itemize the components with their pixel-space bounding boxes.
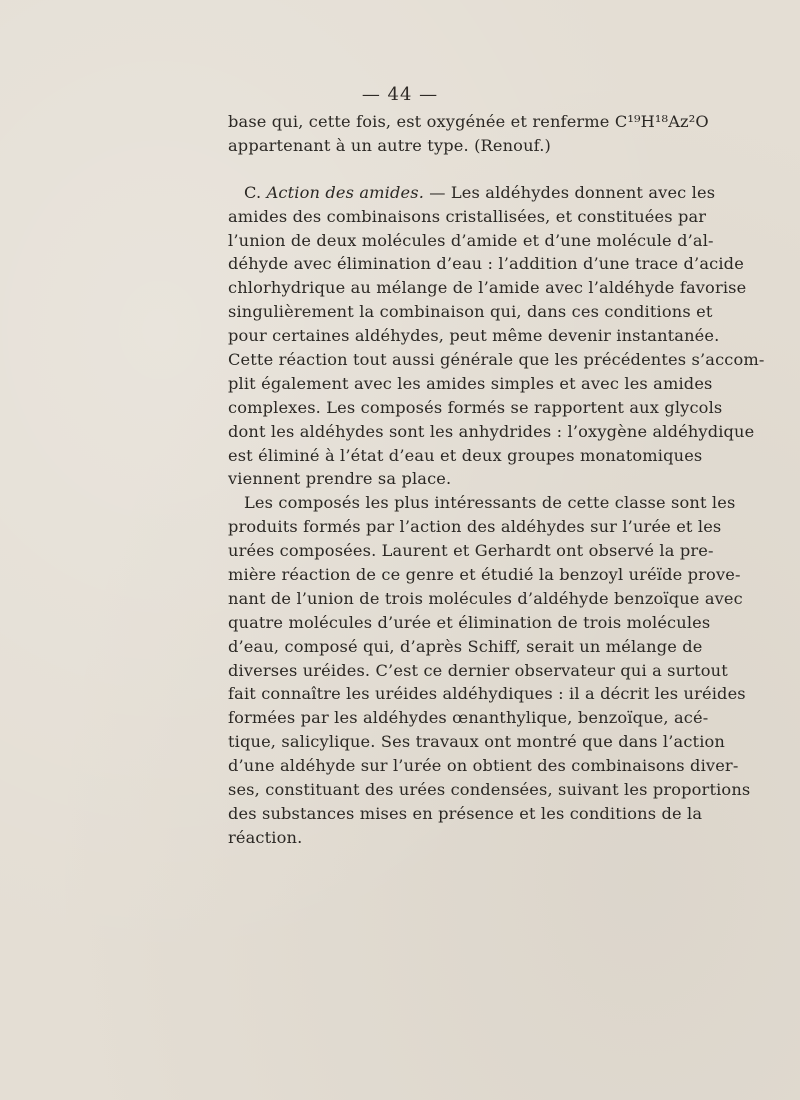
section-heading-line: [228, 181, 716, 205]
text-line: viennent prendre sa place.: [228, 469, 452, 489]
text-line: dont les aldéhydes sont les anhydrides : l’oxygène aldéhydique: [228, 421, 755, 441]
text-line: singulièrement la combinaison qui, dans ces conditions et: [228, 302, 713, 322]
text-line: d’une aldéhyde sur l’urée on obtient des combinaisons diver-: [228, 756, 739, 776]
text-line: diverses uréides. C’est ce dernier observateur qui a surtout: [228, 660, 728, 680]
text-line: quatre molécules d’urée et élimination de trois molécules: [228, 612, 711, 632]
text-line: produits formés par l’action des aldéhydes sur l’urée et les: [228, 517, 722, 537]
text-line: des substances mises en présence et les conditions de la: [228, 803, 703, 823]
text-fragment: — Les aldéhydes donnent avec les: [423, 182, 716, 202]
text-line: appartenant à un autre type. (Renouf.): [228, 135, 551, 155]
text-line: déhyde avec élimination d’eau : l’addition d’une trace d’acide: [228, 254, 744, 274]
text-line: base qui, cette fois, est oxygénée et renferme C¹⁹H¹⁸Az²O: [228, 112, 709, 131]
text-line: d’eau, composé qui, d’après Schiff, serait un mélange de: [228, 636, 703, 656]
section-title: Action des amides.: [266, 182, 424, 202]
text-line: formées par les aldéhydes œnanthylique, benzoïque, acé-: [228, 708, 709, 728]
page-number: — 44 —: [361, 84, 439, 105]
section-letter: C.: [244, 182, 267, 202]
text-line: pour certaines aldéhydes, peut même devenir instantanée.: [228, 326, 720, 346]
text-line: Cette réaction tout aussi générale que les précédentes s’accom-: [228, 350, 765, 370]
text-line: plit également avec les amides simples et avec les amides: [228, 373, 713, 393]
body-text: [228, 110, 765, 850]
text-line: urées composées. Laurent et Gerhardt ont observé la pre-: [228, 541, 714, 561]
text-line: l’union de deux molécules d’amide et d’une molécule d’al-: [228, 230, 714, 250]
text-line: complexes. Les composés formés se rapportent aux glycols: [228, 397, 723, 417]
text-line: est éliminé à l’état d’eau et deux groupes monatomiques: [228, 445, 703, 465]
text-line: Les composés les plus intéressants de cette classe sont les: [244, 493, 736, 513]
text-line: réaction.: [228, 827, 303, 847]
text-line: chlorhydrique au mélange de l’amide avec l’aldéhyde favorise: [228, 278, 747, 298]
text-line: amides des combinaisons cristallisées, et constituées par: [228, 206, 707, 226]
text-line: fait connaître les uréides aldéhydiques : il a décrit les uréides: [228, 684, 746, 704]
text-line: nant de l’union de trois molécules d’aldéhyde benzoïque avec: [228, 588, 743, 608]
text-line: tique, salicylique. Ses travaux ont montré que dans l’action: [228, 732, 725, 752]
text-line: mière réaction de ce genre et étudié la benzoyl uréïde prove-: [228, 565, 741, 585]
text-line: ses, constituant des urées condensées, suivant les proportions: [228, 780, 751, 800]
